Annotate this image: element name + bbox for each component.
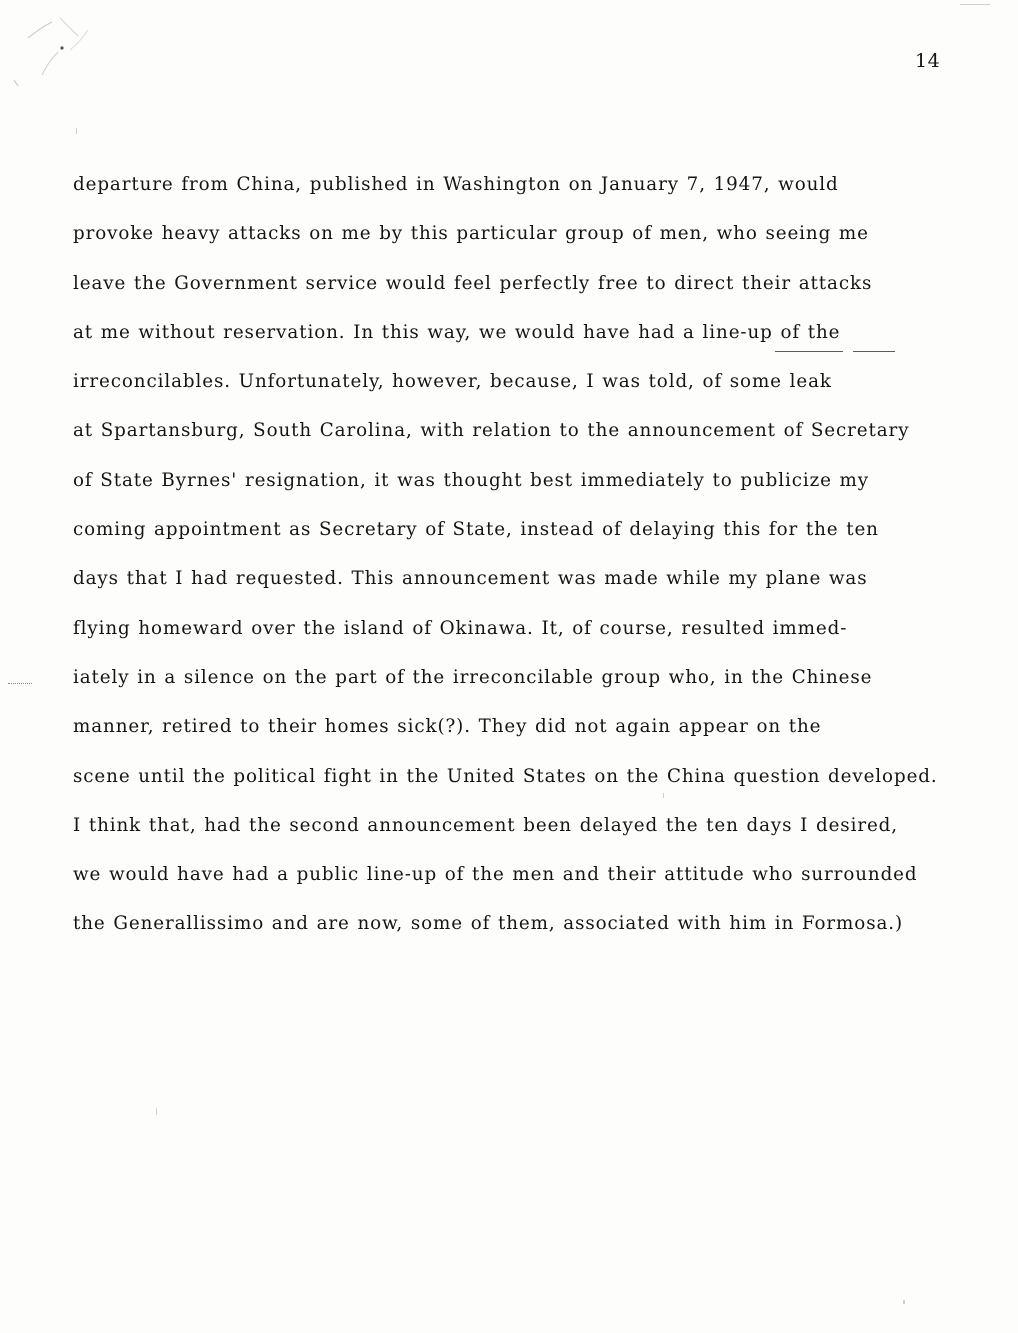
text-line: at Spartansburg, South Carolina, with relation to the announcement of Secretary (73, 420, 910, 442)
scan-speck (156, 1108, 157, 1115)
page-number: 14 (915, 50, 941, 72)
scan-speck (960, 4, 990, 5)
text-line: at me without reservation. In this way, we would have had a line-up of the (73, 321, 841, 343)
text-line: irreconcilables. Unfortunately, however, because, I was told, of some leak (73, 371, 832, 393)
scan-speck (903, 1300, 905, 1304)
text-line: of State Byrnes' resignation, it was thought best immediately to publicize my (73, 469, 870, 491)
text-line: manner, retired to their homes sick(?). They did not again appear on the (73, 716, 822, 738)
text-line: days that I had requested. This announcement was made while my plane was (73, 568, 868, 590)
handwritten-underline (775, 351, 895, 352)
text-line: we would have had a public line-up of the men and their attitude who surrounded (73, 864, 918, 886)
scan-speck (76, 128, 77, 134)
text-line: scene until the political fight in the United States on the China question developed. (73, 765, 938, 787)
text-line: I think that, had the second announcement been delayed the ten days I desired, (73, 814, 898, 836)
text-line: iately in a silence on the part of the irreconcilable group who, in the Chinese (73, 666, 873, 688)
text-line: coming appointment as Secretary of State, instead of delaying this for the ten (73, 519, 879, 541)
text-line: the Generallissimo and are now, some of them, associated with him in Formosa.) (73, 913, 904, 935)
text-line: flying homeward over the island of Okinawa. It, of course, resulted immed- (73, 617, 848, 639)
scan-corner-marks (0, 0, 110, 110)
text-line: departure from China, published in Washington on January 7, 1947, would (73, 174, 839, 195)
text-line: leave the Government service would feel perfectly free to direct their attacks (73, 272, 873, 294)
margin-mark (8, 683, 32, 685)
body-text (73, 160, 973, 949)
text-line: provoke heavy attacks on me by this particular group of men, who seeing me (73, 223, 869, 245)
